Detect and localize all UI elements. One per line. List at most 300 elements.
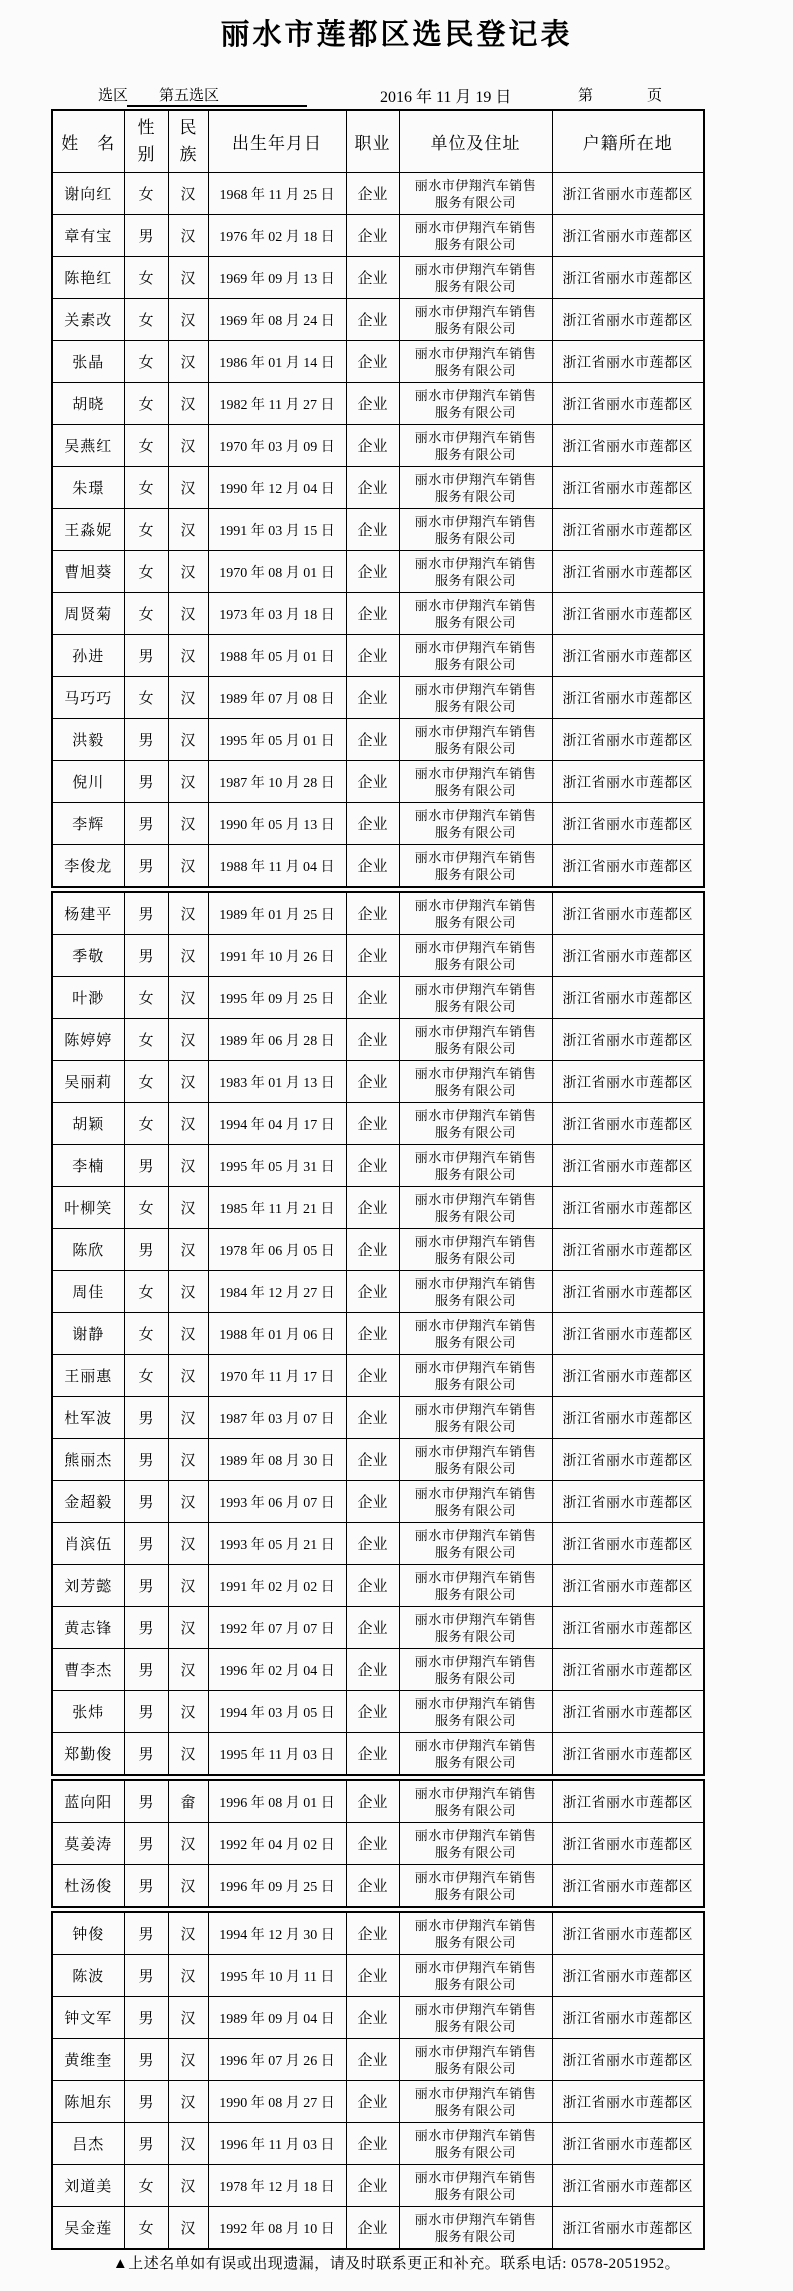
table-row [52, 1865, 704, 1908]
cell-dob: 1973 年 03 月 18 日 [208, 593, 346, 635]
unit-line-2: 服务有限公司 [434, 194, 516, 210]
unit-line-1: 丽水市伊翔汽车销售 [414, 807, 537, 823]
unit-line-1: 丽水市伊翔汽车销售 [414, 981, 537, 997]
cell-dob: 1969 年 09 月 13 日 [208, 257, 346, 299]
unit-line-2: 服务有限公司 [434, 914, 516, 930]
unit-line-1: 丽水市伊翔汽车销售 [414, 2043, 537, 2059]
unit-line-2: 服务有限公司 [434, 2228, 516, 2244]
unit-line-1: 丽水市伊翔汽车销售 [414, 1695, 537, 1711]
cell-dob: 1993 年 06 月 07 日 [208, 1481, 346, 1523]
cell-residence: 浙江省丽水市莲都区 [552, 1061, 704, 1103]
cell-dob: 1989 年 06 月 28 日 [208, 1019, 346, 1061]
cell-occupation: 企业 [346, 551, 399, 593]
cell-name: 郑勤俊 [52, 1733, 124, 1776]
cell-unit [399, 593, 552, 635]
cell-residence: 浙江省丽水市莲都区 [552, 593, 704, 635]
cell-dob: 1992 年 04 月 02 日 [208, 1823, 346, 1865]
cell-occupation: 企业 [346, 1823, 399, 1865]
cell-gender: 男 [124, 215, 168, 257]
header-ethnicity: 民族 [168, 110, 208, 173]
cell-name: 陈旭东 [52, 2081, 124, 2123]
cell-residence: 浙江省丽水市莲都区 [552, 341, 704, 383]
cell-ethnicity: 汉 [168, 2123, 208, 2165]
cell-ethnicity: 汉 [168, 509, 208, 551]
cell-occupation: 企业 [346, 1865, 399, 1908]
table-row [52, 593, 704, 635]
cell-occupation: 企业 [346, 1912, 399, 1955]
cell-gender: 女 [124, 383, 168, 425]
cell-occupation: 企业 [346, 1271, 399, 1313]
cell-dob: 1989 年 07 月 08 日 [208, 677, 346, 719]
unit-line-2: 服务有限公司 [434, 1754, 516, 1770]
cell-residence: 浙江省丽水市莲都区 [552, 1103, 704, 1145]
table-row [52, 1780, 704, 1823]
unit-line-2: 服务有限公司 [434, 1418, 516, 1434]
cell-occupation: 企业 [346, 977, 399, 1019]
cell-ethnicity: 汉 [168, 1145, 208, 1187]
cell-ethnicity: 汉 [168, 1481, 208, 1523]
cell-dob: 1984 年 12 月 27 日 [208, 1271, 346, 1313]
cell-occupation: 企业 [346, 1019, 399, 1061]
unit-line-2: 服务有限公司 [434, 2186, 516, 2202]
table-row [52, 2207, 704, 2250]
cell-name: 吴燕红 [52, 425, 124, 467]
cell-occupation: 企业 [346, 803, 399, 845]
unit-line-2: 服务有限公司 [434, 1292, 516, 1308]
cell-ethnicity: 汉 [168, 2165, 208, 2207]
unit-line-2: 服务有限公司 [434, 740, 516, 756]
unit-line-1: 丽水市伊翔汽车销售 [414, 639, 537, 655]
unit-line-1: 丽水市伊翔汽车销售 [414, 765, 537, 781]
cell-name: 李辉 [52, 803, 124, 845]
cell-residence: 浙江省丽水市莲都区 [552, 1733, 704, 1776]
table-row [52, 1565, 704, 1607]
table-row [52, 1061, 704, 1103]
table-row [52, 1997, 704, 2039]
cell-name: 黄维奎 [52, 2039, 124, 2081]
cell-unit [399, 635, 552, 677]
cell-residence: 浙江省丽水市莲都区 [552, 2123, 704, 2165]
cell-residence: 浙江省丽水市莲都区 [552, 383, 704, 425]
cell-residence: 浙江省丽水市莲都区 [552, 1355, 704, 1397]
table-row [52, 1397, 704, 1439]
cell-occupation: 企业 [346, 1691, 399, 1733]
unit-line-2: 服务有限公司 [434, 698, 516, 714]
cell-residence: 浙江省丽水市莲都区 [552, 2165, 704, 2207]
cell-occupation: 企业 [346, 593, 399, 635]
unit-line-2: 服务有限公司 [434, 1208, 516, 1224]
cell-gender: 女 [124, 1271, 168, 1313]
table-row [52, 1607, 704, 1649]
cell-occupation: 企业 [346, 892, 399, 935]
cell-ethnicity: 汉 [168, 761, 208, 803]
table-row [52, 215, 704, 257]
cell-residence: 浙江省丽水市莲都区 [552, 1397, 704, 1439]
table-row [52, 2165, 704, 2207]
cell-ethnicity: 汉 [168, 383, 208, 425]
cell-ethnicity: 汉 [168, 1271, 208, 1313]
table-row [52, 1355, 704, 1397]
unit-line-1: 丽水市伊翔汽车销售 [414, 1443, 537, 1459]
cell-dob: 1991 年 02 月 02 日 [208, 1565, 346, 1607]
table-row [52, 1481, 704, 1523]
cell-unit [399, 677, 552, 719]
cell-residence: 浙江省丽水市莲都区 [552, 299, 704, 341]
cell-name: 孙进 [52, 635, 124, 677]
cell-ethnicity: 汉 [168, 719, 208, 761]
cell-occupation: 企业 [346, 761, 399, 803]
cell-residence: 浙江省丽水市莲都区 [552, 977, 704, 1019]
cell-unit [399, 1997, 552, 2039]
cell-occupation: 企业 [346, 509, 399, 551]
cell-ethnicity: 汉 [168, 935, 208, 977]
cell-gender: 女 [124, 1313, 168, 1355]
cell-residence: 浙江省丽水市莲都区 [552, 1780, 704, 1823]
cell-name: 胡颖 [52, 1103, 124, 1145]
cell-unit [399, 1523, 552, 1565]
cell-ethnicity: 汉 [168, 1355, 208, 1397]
unit-line-1: 丽水市伊翔汽车销售 [414, 1869, 537, 1885]
unit-line-1: 丽水市伊翔汽车销售 [414, 261, 537, 277]
cell-name: 曹李杰 [52, 1649, 124, 1691]
cell-unit [399, 761, 552, 803]
page-title: 丽水市莲都区选民登记表 [220, 19, 573, 51]
table-row [52, 425, 704, 467]
cell-occupation: 企业 [346, 299, 399, 341]
unit-line-1: 丽水市伊翔汽车销售 [414, 1401, 537, 1417]
cell-dob: 1969 年 08 月 24 日 [208, 299, 346, 341]
cell-gender: 男 [124, 1523, 168, 1565]
cell-unit [399, 892, 552, 935]
cell-dob: 1994 年 12 月 30 日 [208, 1912, 346, 1955]
cell-name: 陈婷婷 [52, 1019, 124, 1061]
cell-residence: 浙江省丽水市莲都区 [552, 719, 704, 761]
cell-name: 叶渺 [52, 977, 124, 1019]
cell-ethnicity: 汉 [168, 1733, 208, 1776]
cell-gender: 女 [124, 1355, 168, 1397]
cell-unit [399, 257, 552, 299]
cell-ethnicity: 汉 [168, 299, 208, 341]
cell-name: 周贤菊 [52, 593, 124, 635]
page-number-label-last: 页 [647, 88, 663, 104]
cell-ethnicity: 汉 [168, 1523, 208, 1565]
cell-residence: 浙江省丽水市莲都区 [552, 467, 704, 509]
cell-name: 杜汤俊 [52, 1865, 124, 1908]
cell-occupation: 企业 [346, 1145, 399, 1187]
unit-line-2: 服务有限公司 [434, 1334, 516, 1350]
unit-line-2: 服务有限公司 [434, 362, 516, 378]
cell-dob: 1988 年 11 月 04 日 [208, 845, 346, 888]
table-row [52, 1691, 704, 1733]
cell-residence: 浙江省丽水市莲都区 [552, 677, 704, 719]
cell-occupation: 企业 [346, 1523, 399, 1565]
cell-gender: 女 [124, 2165, 168, 2207]
table-row [52, 1955, 704, 1997]
cell-unit [399, 1565, 552, 1607]
cell-unit [399, 2081, 552, 2123]
cell-residence: 浙江省丽水市莲都区 [552, 425, 704, 467]
cell-residence: 浙江省丽水市莲都区 [552, 635, 704, 677]
cell-occupation: 企业 [346, 1997, 399, 2039]
cell-name: 张晶 [52, 341, 124, 383]
cell-unit [399, 2039, 552, 2081]
voter-table-block-1 [51, 109, 705, 888]
cell-residence: 浙江省丽水市莲都区 [552, 1865, 704, 1908]
cell-occupation: 企业 [346, 1955, 399, 1997]
cell-occupation: 企业 [346, 2039, 399, 2081]
cell-gender: 女 [124, 341, 168, 383]
cell-gender: 女 [124, 1187, 168, 1229]
cell-dob: 1990 年 12 月 04 日 [208, 467, 346, 509]
footer-note: ▲上述名单如有误或出现遗漏，请及时联系更正和补充。联系电话: 0578-2051952。 [112, 2256, 681, 2272]
voter-table-block-2 [51, 891, 705, 1776]
table-row [52, 2123, 704, 2165]
cell-residence: 浙江省丽水市莲都区 [552, 1481, 704, 1523]
cell-unit [399, 383, 552, 425]
cell-ethnicity: 汉 [168, 635, 208, 677]
header-name: 姓 名 [52, 110, 124, 173]
cell-ethnicity: 汉 [168, 1187, 208, 1229]
cell-residence: 浙江省丽水市莲都区 [552, 1912, 704, 1955]
cell-residence: 浙江省丽水市莲都区 [552, 1313, 704, 1355]
cell-dob: 1989 年 01 月 25 日 [208, 892, 346, 935]
table-header-row [52, 110, 704, 173]
unit-line-2: 服务有限公司 [434, 1502, 516, 1518]
unit-line-2: 服务有限公司 [434, 656, 516, 672]
cell-gender: 男 [124, 2081, 168, 2123]
cell-residence: 浙江省丽水市莲都区 [552, 2207, 704, 2250]
cell-name: 周佳 [52, 1271, 124, 1313]
unit-line-1: 丽水市伊翔汽车销售 [414, 429, 537, 445]
cell-dob: 1978 年 06 月 05 日 [208, 1229, 346, 1271]
unit-line-2: 服务有限公司 [434, 1976, 516, 1992]
document-date: 2016 年 11 月 19 日 [380, 89, 512, 106]
cell-gender: 男 [124, 1607, 168, 1649]
cell-residence: 浙江省丽水市莲都区 [552, 935, 704, 977]
unit-line-2: 服务有限公司 [434, 1166, 516, 1182]
unit-line-1: 丽水市伊翔汽车销售 [414, 1611, 537, 1627]
cell-residence: 浙江省丽水市莲都区 [552, 1229, 704, 1271]
cell-gender: 男 [124, 1691, 168, 1733]
unit-line-2: 服务有限公司 [434, 866, 516, 882]
cell-dob: 1995 年 11 月 03 日 [208, 1733, 346, 1776]
cell-dob: 1996 年 07 月 26 日 [208, 2039, 346, 2081]
cell-gender: 男 [124, 1780, 168, 1823]
cell-unit [399, 1780, 552, 1823]
cell-dob: 1968 年 11 月 25 日 [208, 173, 346, 215]
cell-name: 季敬 [52, 935, 124, 977]
cell-dob: 1996 年 08 月 01 日 [208, 1780, 346, 1823]
cell-unit [399, 1865, 552, 1908]
cell-dob: 1978 年 12 月 18 日 [208, 2165, 346, 2207]
cell-unit [399, 1607, 552, 1649]
cell-ethnicity: 汉 [168, 593, 208, 635]
unit-line-1: 丽水市伊翔汽车销售 [414, 1191, 537, 1207]
cell-gender: 男 [124, 1229, 168, 1271]
cell-gender: 男 [124, 1912, 168, 1955]
cell-dob: 1988 年 01 月 06 日 [208, 1313, 346, 1355]
table-row [52, 977, 704, 1019]
cell-unit [399, 1229, 552, 1271]
table-row [52, 1313, 704, 1355]
table-row [52, 1187, 704, 1229]
district-label: 选区 [98, 88, 129, 104]
unit-line-1: 丽水市伊翔汽车销售 [414, 2085, 537, 2101]
cell-ethnicity: 汉 [168, 341, 208, 383]
unit-line-1: 丽水市伊翔汽车销售 [414, 2001, 537, 2017]
cell-ethnicity: 汉 [168, 1691, 208, 1733]
cell-dob: 1996 年 11 月 03 日 [208, 2123, 346, 2165]
cell-residence: 浙江省丽水市莲都区 [552, 215, 704, 257]
cell-ethnicity: 汉 [168, 1997, 208, 2039]
cell-name: 肖滨伍 [52, 1523, 124, 1565]
cell-residence: 浙江省丽水市莲都区 [552, 892, 704, 935]
cell-dob: 1996 年 02 月 04 日 [208, 1649, 346, 1691]
cell-occupation: 企业 [346, 719, 399, 761]
district-blank [127, 84, 307, 107]
unit-line-1: 丽水市伊翔汽车销售 [414, 2127, 537, 2143]
cell-ethnicity: 汉 [168, 1061, 208, 1103]
cell-gender: 男 [124, 1997, 168, 2039]
unit-line-2: 服务有限公司 [434, 1934, 516, 1950]
cell-gender: 男 [124, 719, 168, 761]
cell-dob: 1995 年 05 月 01 日 [208, 719, 346, 761]
cell-unit [399, 299, 552, 341]
cell-name: 陈波 [52, 1955, 124, 1997]
unit-line-1: 丽水市伊翔汽车销售 [414, 1827, 537, 1843]
unit-line-2: 服务有限公司 [434, 1712, 516, 1728]
cell-unit [399, 1955, 552, 1997]
cell-name: 陈艳红 [52, 257, 124, 299]
cell-gender: 男 [124, 803, 168, 845]
unit-line-1: 丽水市伊翔汽车销售 [414, 1317, 537, 1333]
cell-dob: 1991 年 10 月 26 日 [208, 935, 346, 977]
cell-gender: 男 [124, 1397, 168, 1439]
meta-line [0, 84, 793, 108]
cell-gender: 男 [124, 1733, 168, 1776]
cell-ethnicity: 汉 [168, 977, 208, 1019]
cell-unit [399, 1313, 552, 1355]
cell-occupation: 企业 [346, 383, 399, 425]
cell-occupation: 企业 [346, 935, 399, 977]
unit-line-1: 丽水市伊翔汽车销售 [414, 1275, 537, 1291]
cell-residence: 浙江省丽水市莲都区 [552, 509, 704, 551]
cell-occupation: 企业 [346, 1313, 399, 1355]
cell-unit [399, 2165, 552, 2207]
table-row [52, 761, 704, 803]
unit-line-2: 服务有限公司 [434, 572, 516, 588]
unit-line-2: 服务有限公司 [434, 236, 516, 252]
table-row [52, 935, 704, 977]
cell-ethnicity: 汉 [168, 425, 208, 467]
cell-gender: 男 [124, 2039, 168, 2081]
cell-name: 熊丽杰 [52, 1439, 124, 1481]
header-residence: 户籍所在地 [552, 110, 704, 173]
voter-table-block-3 [51, 1779, 705, 1908]
cell-name: 李楠 [52, 1145, 124, 1187]
cell-name: 刘道美 [52, 2165, 124, 2207]
cell-residence: 浙江省丽水市莲都区 [552, 257, 704, 299]
cell-gender: 男 [124, 1865, 168, 1908]
cell-ethnicity: 汉 [168, 2039, 208, 2081]
cell-unit [399, 2207, 552, 2250]
cell-occupation: 企业 [346, 2165, 399, 2207]
cell-unit [399, 977, 552, 1019]
cell-gender: 女 [124, 551, 168, 593]
cell-occupation: 企业 [346, 1355, 399, 1397]
unit-line-1: 丽水市伊翔汽车销售 [414, 177, 537, 193]
cell-ethnicity: 汉 [168, 1649, 208, 1691]
unit-line-2: 服务有限公司 [434, 1844, 516, 1860]
cell-dob: 1987 年 03 月 07 日 [208, 1397, 346, 1439]
cell-gender: 女 [124, 977, 168, 1019]
cell-name: 金超毅 [52, 1481, 124, 1523]
cell-residence: 浙江省丽水市莲都区 [552, 1523, 704, 1565]
cell-name: 杨建平 [52, 892, 124, 935]
cell-dob: 1994 年 04 月 17 日 [208, 1103, 346, 1145]
unit-line-2: 服务有限公司 [434, 2060, 516, 2076]
cell-unit [399, 1187, 552, 1229]
cell-occupation: 企业 [346, 1565, 399, 1607]
district-value: 第五选区 [159, 88, 220, 104]
cell-residence: 浙江省丽水市莲都区 [552, 173, 704, 215]
cell-ethnicity: 畲 [168, 1780, 208, 1823]
unit-line-2: 服务有限公司 [434, 2102, 516, 2118]
unit-line-1: 丽水市伊翔汽车销售 [414, 1023, 537, 1039]
cell-ethnicity: 汉 [168, 551, 208, 593]
cell-occupation: 企业 [346, 2081, 399, 2123]
cell-gender: 女 [124, 593, 168, 635]
unit-line-2: 服务有限公司 [434, 2144, 516, 2160]
cell-ethnicity: 汉 [168, 1019, 208, 1061]
cell-name: 朱璟 [52, 467, 124, 509]
cell-dob: 1988 年 05 月 01 日 [208, 635, 346, 677]
unit-line-2: 服务有限公司 [434, 1670, 516, 1686]
unit-line-2: 服务有限公司 [434, 2018, 516, 2034]
table-row [52, 845, 704, 888]
cell-gender: 男 [124, 1481, 168, 1523]
unit-line-2: 服务有限公司 [434, 1250, 516, 1266]
cell-dob: 1987 年 10 月 28 日 [208, 761, 346, 803]
unit-line-1: 丽水市伊翔汽车销售 [414, 1653, 537, 1669]
cell-ethnicity: 汉 [168, 2081, 208, 2123]
cell-name: 黄志锋 [52, 1607, 124, 1649]
cell-unit [399, 1145, 552, 1187]
cell-occupation: 企业 [346, 1733, 399, 1776]
cell-occupation: 企业 [346, 1229, 399, 1271]
cell-unit [399, 551, 552, 593]
cell-name: 李俊龙 [52, 845, 124, 888]
unit-line-1: 丽水市伊翔汽车销售 [414, 723, 537, 739]
cell-unit [399, 1271, 552, 1313]
cell-residence: 浙江省丽水市莲都区 [552, 1649, 704, 1691]
cell-name: 洪毅 [52, 719, 124, 761]
table-row [52, 467, 704, 509]
cell-name: 关素改 [52, 299, 124, 341]
cell-occupation: 企业 [346, 1481, 399, 1523]
unit-line-1: 丽水市伊翔汽车销售 [414, 1959, 537, 1975]
unit-line-2: 服务有限公司 [434, 1886, 516, 1902]
cell-occupation: 企业 [346, 173, 399, 215]
table-row [52, 1145, 704, 1187]
table-row [52, 1649, 704, 1691]
table-row [52, 2039, 704, 2081]
cell-gender: 男 [124, 761, 168, 803]
cell-ethnicity: 汉 [168, 845, 208, 888]
unit-line-2: 服务有限公司 [434, 1544, 516, 1560]
table-row [52, 383, 704, 425]
table-row [52, 1103, 704, 1145]
